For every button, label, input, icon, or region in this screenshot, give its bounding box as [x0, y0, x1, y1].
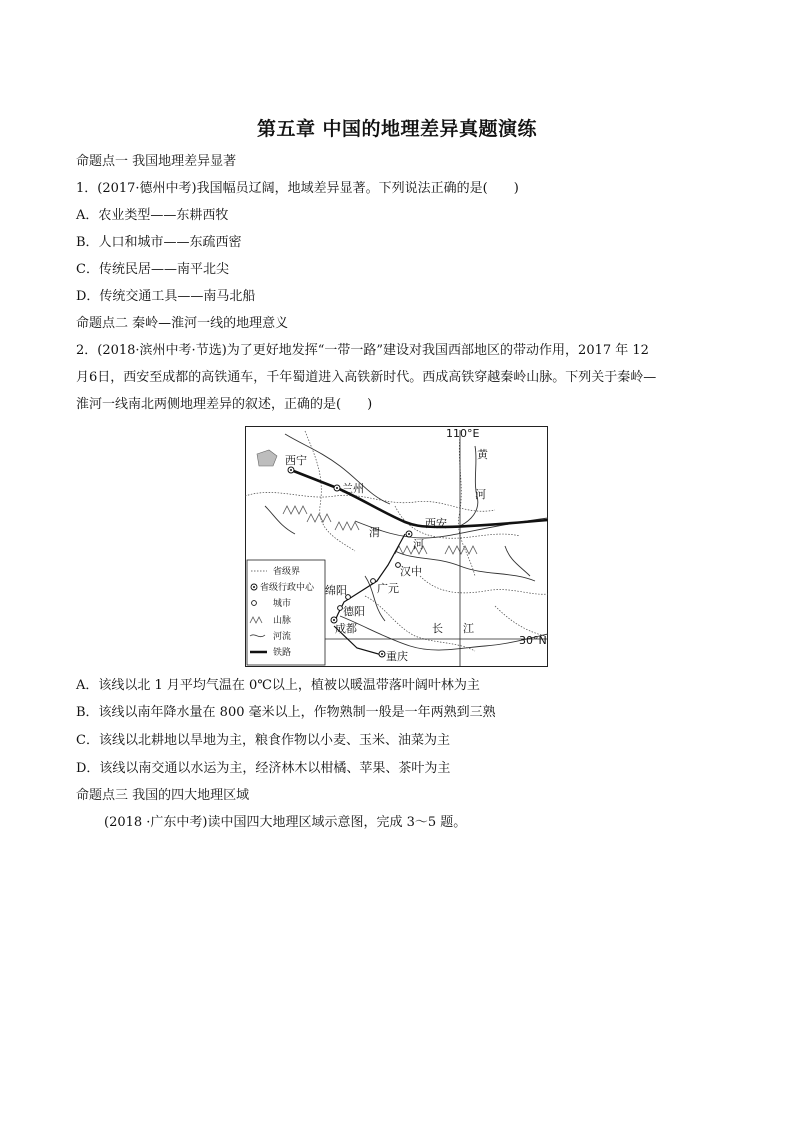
legend-provincial-capital: 省级行政中心 — [260, 583, 315, 593]
qinling-railway-map — [245, 426, 548, 667]
river-label-chang: 长 — [432, 622, 443, 635]
question-2-option-a: A．该线以北 1 月平均气温在 0℃以上，植被以暖温带落叶阔叶林为主 — [76, 678, 480, 693]
city-label-xining: 西宁 — [285, 454, 307, 467]
meridian-label: 110°E — [446, 427, 480, 440]
section-heading-2: 命题点二 秦岭—淮河一线的地理意义 — [76, 316, 289, 331]
city-label-deyang: 德阳 — [343, 605, 365, 618]
river-label-jiang: 江 — [463, 622, 474, 635]
question-2-option-d: D．该线以南交通以水运为主，经济林木以柑橘、苹果、茶叶为主 — [76, 761, 451, 776]
question-1-stem: 1．(2017·德州中考)我国幅员辽阔，地域差异显著。下列说法正确的是( ) — [76, 181, 519, 196]
section-heading-3: 命题点三 我国的四大地理区域 — [76, 788, 250, 803]
city-label-hanzhong: 汉中 — [400, 565, 422, 578]
legend-province-boundary: 省级界 — [273, 567, 301, 577]
question-2-option-b: B．该线以南年降水量在 800 毫米以上，作物熟制一般是一年两熟到三熟 — [76, 705, 496, 720]
parallel-label: 30°N — [519, 634, 547, 647]
river-label-wei: 渭 — [369, 526, 380, 539]
question-1-option-c: C．传统民居——南平北尖 — [76, 262, 229, 277]
river-label-he-2: 河 — [413, 538, 424, 551]
city-label-guangyuan: 广元 — [377, 582, 399, 595]
legend-railway: 铁路 — [273, 648, 292, 658]
legend-river: 河流 — [273, 632, 292, 642]
question-2-option-c: C．该线以北耕地以旱地为主，粮食作物以小麦、玉米、油菜为主 — [76, 733, 450, 748]
city-label-mianyang: 绵阳 — [325, 584, 347, 597]
page-title: 第五章 中国的地理差异真题演练 — [256, 118, 538, 140]
city-label-chongqing: 重庆 — [386, 650, 408, 663]
question-1-option-a: A．农业类型——东耕西牧 — [76, 208, 229, 223]
city-label-chengdu: 成都 — [335, 622, 357, 635]
question-2-stem-line-3: 淮河一线南北两侧地理差异的叙述，正确的是( ) — [76, 397, 373, 412]
question-2-stem-line-2: 月6日，西安至成都的高铁通车，千年蜀道进入高铁新时代。西成高铁穿越秦岭山脉。下列关于秦岭— — [76, 370, 657, 385]
river-label-huang: 黄 — [477, 448, 488, 461]
section-heading-1: 命题点一 我国地理差异显著 — [76, 154, 237, 169]
question-3-intro: (2018 ·广东中考)读中国四大地理区域示意图，完成 3～5 题。 — [104, 815, 467, 830]
river-label-he-1: 河 — [475, 488, 486, 501]
legend-city: 城市 — [273, 599, 292, 609]
map-legend — [247, 560, 325, 665]
question-2-stem-line-1: 2．(2018·滨州中考·节选)为了更好地发挥“一带一路”建设对我国西部地区的带动作用，2017 年 12 — [76, 343, 649, 358]
question-1-option-d: D．传统交通工具——南马北船 — [76, 289, 256, 304]
question-1-option-b: B．人口和城市——东疏西密 — [76, 235, 242, 250]
city-label-lanzhou: 兰州 — [342, 482, 364, 495]
city-label-xian: 西安 — [425, 517, 447, 530]
legend-mountain: 山脉 — [273, 616, 292, 626]
